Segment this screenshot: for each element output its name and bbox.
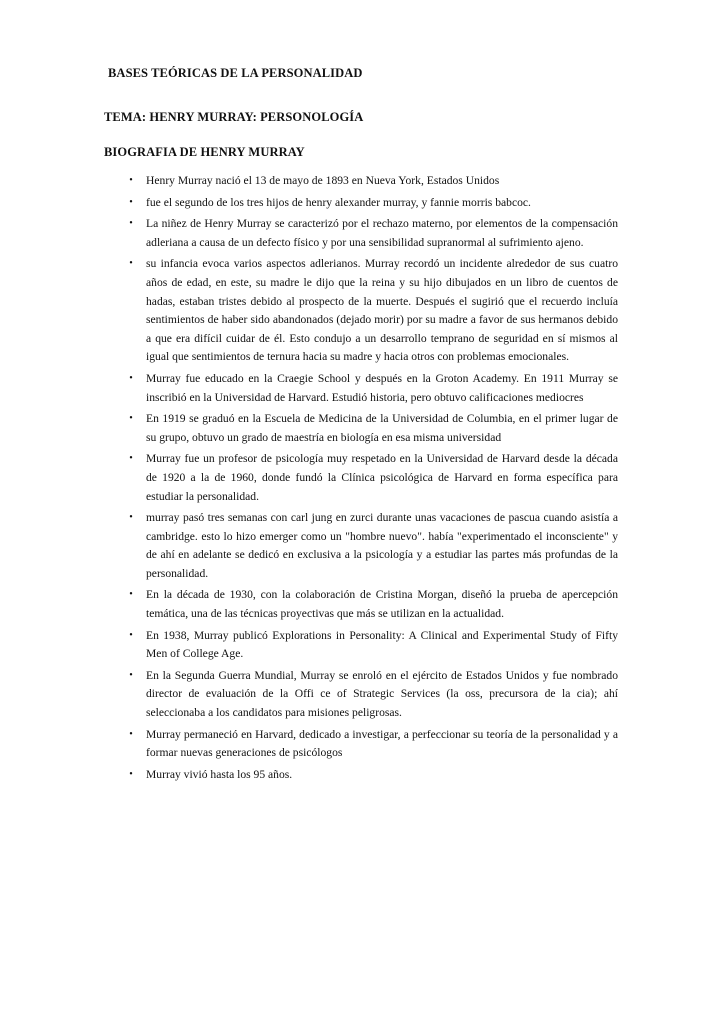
list-item	[124, 194, 618, 213]
list-item-text: murray pasó tres semanas con carl jung en zurci durante unas vacaciones de pascua cuando asistía a cambridge. esto lo hizo emerger como un "hombre nuevo". había "experimentado el inconsciente" y de ahí en adelante se dedicó en exclusiva a la psicología y a estudiar las partes más profundas de la personalidad.	[146, 511, 618, 580]
topic-heading: TEMA: HENRY MURRAY: PERSONOLOGÍA	[104, 110, 364, 124]
bullet-icon: •	[129, 175, 133, 186]
biography-list	[124, 172, 618, 787]
list-item	[124, 370, 618, 407]
list-item-text: Murray vivió hasta los 95 años.	[146, 767, 293, 781]
list-item	[124, 667, 618, 723]
list-item	[124, 450, 618, 506]
list-item-text: En 1938, Murray publicó Explorations in Personality: A Clinical and Experimental Study of Fifty Men of College Age.	[146, 628, 618, 661]
bullet-icon: •	[129, 218, 133, 230]
bullet-icon: •	[129, 413, 133, 425]
bullet-icon: •	[129, 629, 133, 641]
section-heading: BIOGRAFIA DE HENRY MURRAY	[104, 145, 305, 159]
bullet-icon: •	[129, 453, 133, 465]
list-item	[124, 586, 618, 623]
list-item	[124, 766, 618, 785]
list-item-text: En la Segunda Guerra Mundial, Murray se enroló en el ejército de Estados Unidos y fue nombrado director de evaluación de la Offi ce of Strategic Services (la oss, precursora de la cia); ahí seleccionaba a los candidatos para misiones peligrosas.	[146, 668, 618, 720]
list-item	[124, 509, 618, 583]
list-item-text: Murray permaneció en Harvard, dedicado a investigar, a perfeccionar su teoría de la personalidad y a formar nuevas generaciones de psicólogos	[146, 727, 618, 760]
list-item-text: Murray fue un profesor de psicología muy respetado en la Universidad de Harvard desde la década de 1920 a la de 1960, donde fundó la Clínica psicológica de Harvard en forma específica para estudiar la personalidad.	[146, 452, 618, 503]
list-item-text: La niñez de Henry Murray se caracterizó por el rechazo materno, por elementos de la compensación adleriana a causa de un defecto físico y por una sensibilidad supranormal al sufrimiento ajeno.	[146, 217, 618, 249]
list-item	[124, 410, 618, 447]
list-item	[124, 215, 618, 252]
document-title: BASES TEÓRICAS DE LA PERSONALIDAD	[108, 66, 363, 80]
bullet-icon: •	[129, 196, 133, 208]
bullet-icon: •	[129, 258, 133, 270]
bullet-icon: •	[129, 512, 133, 524]
bullet-icon: •	[129, 589, 133, 601]
list-item	[124, 627, 618, 664]
list-item-text: Murray fue educado en la Craegie School y después en la Groton Academy. En 1911 Murray se inscribió en la Universidad de Harvard. Estudió historia, pero obtuvo calificaciones mediocres	[146, 371, 618, 404]
list-item-text: fue el segundo de los tres hijos de henry alexander murray, y fannie morris babcoc.	[146, 195, 531, 209]
list-item	[124, 172, 618, 191]
list-item-text: En 1919 se graduó en la Escuela de Medicina de la Universidad de Columbia, en el primer lugar de su grupo, obtuvo un grado de maestría en biología en esa misma universidad	[146, 412, 618, 444]
bullet-icon: •	[129, 669, 133, 681]
bullet-icon: •	[129, 728, 133, 740]
list-item-text: su infancia evoca varios aspectos adlerianos. Murray recordó un incidente alrededor de sus cuatro años de edad, en este, su madre le dijo que la reina y su hijo dibujados en un libro de cuentos de hadas, estaban tristes debido al prospecto de la muerte. Después el sugirió que el recuerdo incluía sentimientos de haber sido abandonados (dejado morir) por su madre a favor de sus hermanos debido a que era difícil cuidar de él. Esto condujo a un desarrollo temprano de seguridad en sí mismos al igual que sentimientos de ternura hacia su madre y hacia otros con problemas emocionales.	[146, 257, 618, 364]
bullet-icon: •	[129, 372, 133, 384]
list-item	[124, 255, 618, 367]
list-item-text: En la década de 1930, con la colaboración de Cristina Morgan, diseñó la prueba de apercepción temática, una de las técnicas proyectivas que más se utilizan en la actualidad.	[146, 588, 618, 621]
list-item-text: Henry Murray nació el 13 de mayo de 1893 en Nueva York, Estados Unidos	[146, 174, 500, 187]
list-item	[124, 726, 618, 763]
bullet-icon: •	[129, 768, 133, 780]
